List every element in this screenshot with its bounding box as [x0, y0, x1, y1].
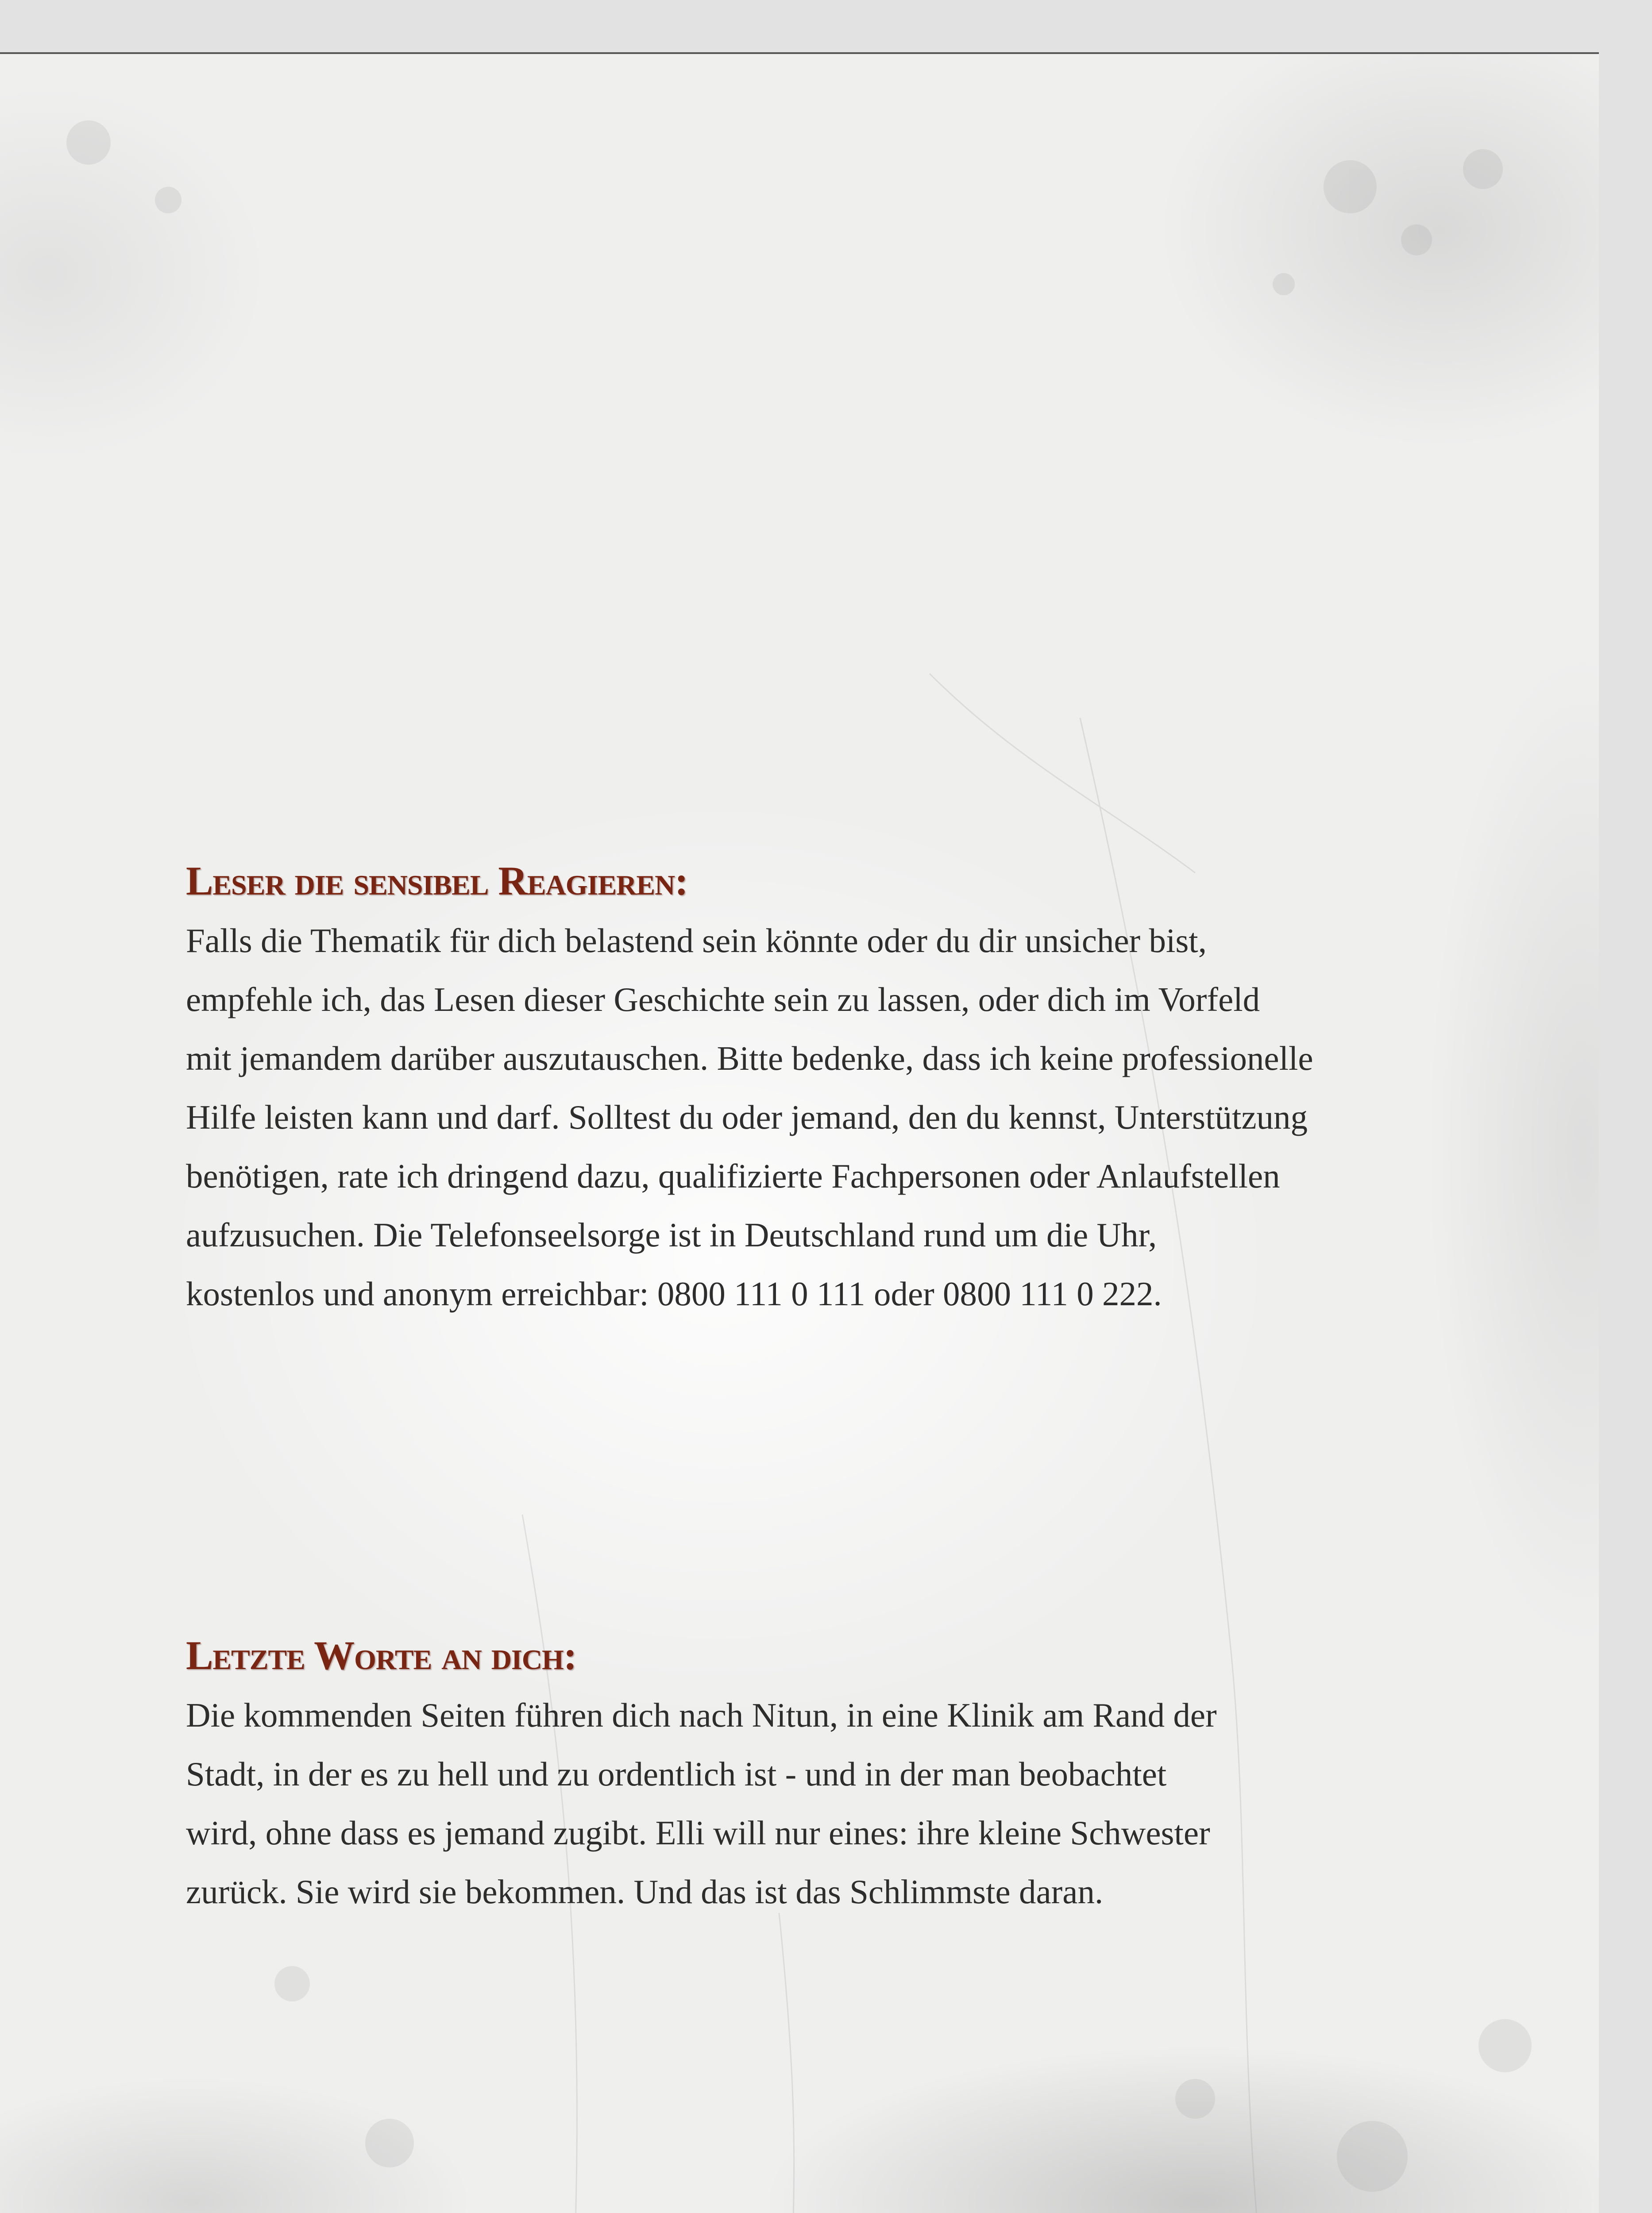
sensitive-readers-section [186, 859, 1470, 1323]
text-line: aufzusuchen. Die Telefonseelsorge ist in Deutschland rund um die Uhr, [186, 1216, 1157, 1254]
sensitive-readers-heading: Leser die sensibel Reagieren: [186, 858, 688, 903]
text-line: benötigen, rate ich dringend dazu, qualifizierte Fachpersonen oder Anlaufstellen [186, 1157, 1280, 1195]
last-words-section [186, 1633, 1470, 1921]
text-line: wird, ohne dass es jemand zugibt. Elli will nur eines: ihre kleine Schwester [186, 1814, 1210, 1852]
document-page [0, 52, 1599, 2213]
text-line: kostenlos und anonym erreichbar: 0800 111 0 111 oder 0800 111 0 222. [186, 1275, 1162, 1313]
text-line: Die kommenden Seiten führen dich nach Nitun, in eine Klinik am Rand der [186, 1696, 1217, 1735]
text-line: Stadt, in der es zu hell und zu ordentlich ist - und in der man beobachtet [186, 1755, 1167, 1793]
text-line: Hilfe leisten kann und darf. Solltest du oder jemand, den du kennst, Unterstützung [186, 1098, 1308, 1137]
text-line: Falls die Thematik für dich belastend sein könnte oder du dir unsicher bist, [186, 921, 1207, 960]
last-words-paragraph [186, 1686, 1470, 1921]
text-line: zurück. Sie wird sie bekommen. Und das ist das Schlimmste daran. [186, 1873, 1104, 1911]
text-line: mit jemandem darüber auszutauschen. Bitte bedenke, dass ich keine professionelle [186, 1039, 1313, 1078]
sensitive-readers-paragraph [186, 911, 1470, 1323]
text-line: empfehle ich, das Lesen dieser Geschichte sein zu lassen, oder dich im Vorfeld [186, 980, 1260, 1019]
last-words-heading: Letzte Worte an dich: [186, 1633, 577, 1678]
